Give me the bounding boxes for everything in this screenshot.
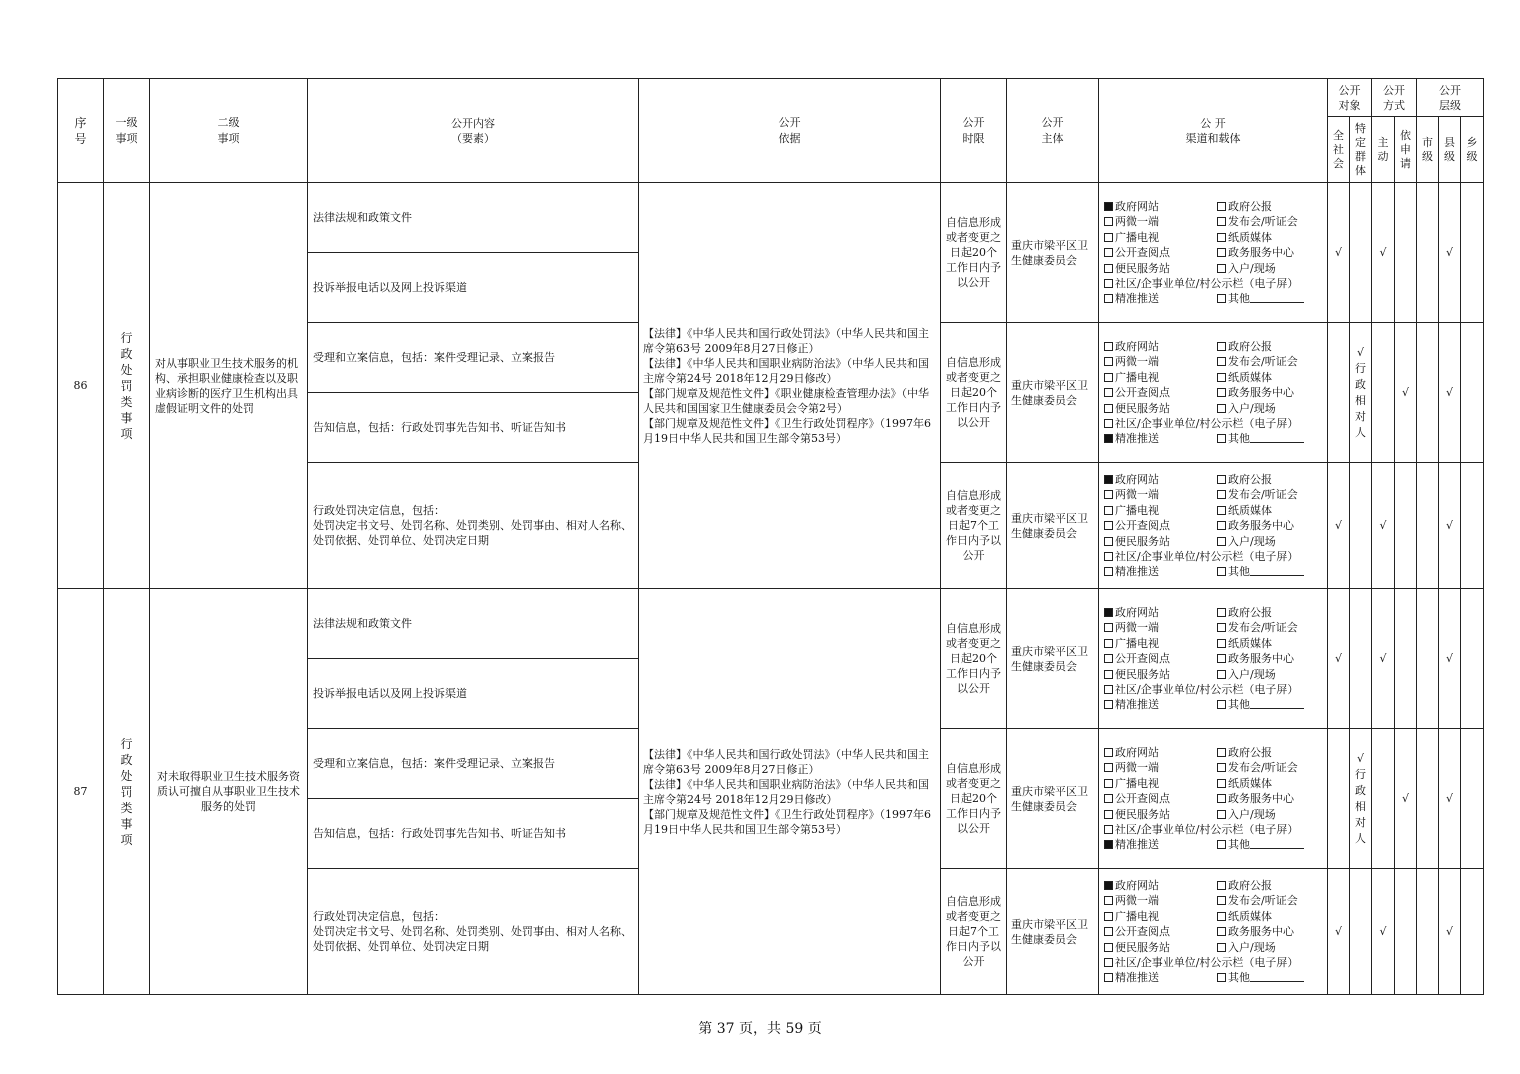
convenience-station-label: 便民服务站 (1115, 667, 1170, 681)
reading-point-label: 公开查阅点 (1115, 925, 1170, 938)
precise-push-label: 精准推送 (1115, 292, 1159, 305)
other-blank (1250, 565, 1304, 576)
service-center-label: 政务服务中心 (1228, 386, 1294, 399)
subject-cell: 重庆市梁平区卫生健康委员会 (1007, 589, 1099, 729)
two-micro-checkbox (1104, 357, 1113, 366)
convenience-station-checkbox (1104, 404, 1113, 413)
city-mark (1417, 729, 1439, 869)
time-limit-cell: 自信息形成或者变更之日起20个工作日内予以公开 (941, 729, 1007, 869)
other-blank (1250, 971, 1304, 982)
press-label: 发布会/听证会 (1228, 621, 1298, 634)
all-society-mark (1328, 323, 1350, 463)
convenience-station-label: 便民服务站 (1115, 401, 1170, 415)
township-mark (1461, 589, 1484, 729)
service-center-label: 政务服务中心 (1228, 925, 1294, 938)
township-mark (1461, 729, 1484, 869)
gov-site-label: 政府网站 (1115, 878, 1159, 892)
reading-point-checkbox (1104, 794, 1113, 803)
notice-board-label: 社区/企事业单位/村公示栏（电子屏） (1115, 956, 1299, 969)
press-label: 发布会/听证会 (1228, 215, 1298, 228)
two-micro-label: 两微一端 (1115, 215, 1159, 228)
gov-site-checkbox (1104, 881, 1113, 890)
precise-push-checkbox (1104, 294, 1113, 303)
content-cell: 法律法规和政策文件 (308, 589, 639, 659)
other-blank (1250, 292, 1304, 303)
two-micro-label: 两微一端 (1115, 355, 1159, 368)
county-mark: √ (1439, 589, 1461, 729)
on-request-mark (1395, 183, 1417, 323)
precise-push-label: 精准推送 (1115, 971, 1159, 984)
service-center-checkbox (1217, 927, 1226, 936)
content-cell: 告知信息，包括：行政处罚事先告知书、听证告知书 (308, 799, 639, 869)
content-cell: 受理和立案信息，包括：案件受理记录、立案报告 (308, 323, 639, 393)
city-mark (1417, 589, 1439, 729)
reading-point-checkbox (1104, 248, 1113, 257)
precise-push-label: 精准推送 (1115, 838, 1159, 851)
gov-bulletin-label: 政府公报 (1228, 745, 1272, 759)
channel-cell (1099, 323, 1328, 463)
other-checkbox (1217, 840, 1226, 849)
township-mark (1461, 183, 1484, 323)
convenience-station-checkbox (1104, 810, 1113, 819)
service-center-checkbox (1217, 248, 1226, 257)
seq-cell: 86 (58, 183, 104, 589)
content-cell: 告知信息，包括：行政处罚事先告知书、听证告知书 (308, 393, 639, 463)
gov-bulletin-label: 政府公报 (1228, 199, 1272, 213)
content-cell: 法律法规和政策文件 (308, 183, 639, 253)
gov-site-label: 政府网站 (1115, 199, 1159, 213)
convenience-station-checkbox (1104, 943, 1113, 952)
active-mark (1372, 323, 1395, 463)
header-time-limit: 公开时限 (941, 79, 1007, 183)
time-limit-cell: 自信息形成或者变更之日起7个工作日内予以公开 (941, 463, 1007, 589)
active-mark: √ (1372, 589, 1395, 729)
seq-cell: 87 (58, 589, 104, 995)
paper-label: 纸质媒体 (1228, 776, 1272, 790)
service-center-checkbox (1217, 654, 1226, 663)
paper-label: 纸质媒体 (1228, 370, 1272, 384)
time-limit-cell: 自信息形成或者变更之日起20个工作日内予以公开 (941, 183, 1007, 323)
county-mark: √ (1439, 323, 1461, 463)
specific-group-mark: √行政相对人 (1350, 729, 1372, 869)
service-center-label: 政务服务中心 (1228, 652, 1294, 665)
two-micro-checkbox (1104, 896, 1113, 905)
reading-point-checkbox (1104, 927, 1113, 936)
gov-bulletin-label: 政府公报 (1228, 339, 1272, 353)
press-checkbox (1217, 896, 1226, 905)
other-blank (1250, 838, 1304, 849)
notice-board-label: 社区/企事业单位/村公示栏（电子屏） (1115, 550, 1299, 563)
specific-group-mark (1350, 463, 1372, 589)
gov-site-checkbox (1104, 202, 1113, 211)
page-footer: 第 37 页，共 59 页 (698, 1021, 822, 1037)
city-mark (1417, 323, 1439, 463)
press-checkbox (1217, 217, 1226, 226)
broadcast-label: 广播电视 (1115, 503, 1159, 517)
press-checkbox (1217, 357, 1226, 366)
paper-checkbox (1217, 912, 1226, 921)
specific-group-mark (1350, 183, 1372, 323)
gov-bulletin-checkbox (1217, 608, 1226, 617)
convenience-station-checkbox (1104, 670, 1113, 679)
press-checkbox (1217, 490, 1226, 499)
level1-cell: 行政处罚类事项 (104, 589, 150, 995)
broadcast-checkbox (1104, 373, 1113, 382)
two-micro-checkbox (1104, 490, 1113, 499)
other-checkbox (1217, 973, 1226, 982)
door-visit-checkbox (1217, 943, 1226, 952)
county-mark: √ (1439, 183, 1461, 323)
channel-cell (1099, 183, 1328, 323)
township-mark (1461, 323, 1484, 463)
door-visit-checkbox (1217, 670, 1226, 679)
precise-push-checkbox (1104, 973, 1113, 982)
two-micro-checkbox (1104, 217, 1113, 226)
city-mark (1417, 463, 1439, 589)
header-on-request: 依申请 (1395, 117, 1417, 183)
press-checkbox (1217, 763, 1226, 772)
header-content: 公开内容 （要素） (308, 79, 639, 183)
press-label: 发布会/听证会 (1228, 761, 1298, 774)
other-checkbox (1217, 434, 1226, 443)
gov-bulletin-label: 政府公报 (1228, 472, 1272, 486)
all-society-mark: √ (1328, 589, 1350, 729)
time-limit-cell: 自信息形成或者变更之日起20个工作日内予以公开 (941, 323, 1007, 463)
other-label: 其他 (1228, 698, 1250, 711)
table-row (58, 589, 1484, 659)
convenience-station-label: 便民服务站 (1115, 261, 1170, 275)
precise-push-label: 精准推送 (1115, 565, 1159, 578)
all-society-mark (1328, 729, 1350, 869)
level2-cell: 对从事职业卫生技术服务的机构、承担职业健康检查以及职业病诊断的医疗卫生机构出具虚假证明文件的处罚 (150, 183, 308, 589)
county-mark: √ (1439, 729, 1461, 869)
door-visit-checkbox (1217, 264, 1226, 273)
broadcast-label: 广播电视 (1115, 909, 1159, 923)
door-visit-label: 入户/现场 (1228, 667, 1276, 681)
all-society-mark: √ (1328, 183, 1350, 323)
basis-cell: 【法律】《中华人民共和国行政处罚法》（中华人民共和国主席令第63号 2009年8月27日修正） 【法律】《中华人民共和国职业病防治法》（中华人民共和国主席令第24号 2018年12月29日修改） 【部门规章及规范性文件】《卫生行政处罚程序》（1997年6月19日中华人民共和国卫生部令第53号） (639, 589, 941, 995)
door-visit-checkbox (1217, 404, 1226, 413)
header-specific-group: 特定群体 (1350, 117, 1372, 183)
precise-push-checkbox (1104, 700, 1113, 709)
channel-cell (1099, 869, 1328, 995)
service-center-label: 政务服务中心 (1228, 246, 1294, 259)
reading-point-label: 公开查阅点 (1115, 246, 1170, 259)
header-active: 主动 (1372, 117, 1395, 183)
reading-point-label: 公开查阅点 (1115, 652, 1170, 665)
county-mark: √ (1439, 869, 1461, 995)
city-mark (1417, 869, 1439, 995)
specific-group-mark: √行政相对人 (1350, 323, 1372, 463)
notice-board-label: 社区/企事业单位/村公示栏（电子屏） (1115, 417, 1299, 430)
other-label: 其他 (1228, 971, 1250, 984)
on-request-mark: √ (1395, 729, 1417, 869)
gov-site-label: 政府网站 (1115, 745, 1159, 759)
convenience-station-label: 便民服务站 (1115, 534, 1170, 548)
reading-point-checkbox (1104, 521, 1113, 530)
two-micro-label: 两微一端 (1115, 621, 1159, 634)
notice-board-checkbox (1104, 279, 1113, 288)
paper-checkbox (1217, 373, 1226, 382)
press-label: 发布会/听证会 (1228, 488, 1298, 501)
active-mark: √ (1372, 463, 1395, 589)
notice-board-checkbox (1104, 958, 1113, 967)
paper-label: 纸质媒体 (1228, 909, 1272, 923)
content-cell: 行政处罚决定信息，包括： 处罚决定书文号、处罚名称、处罚类别、处罚事由、相对人名称、处罚依据、处罚单位、处罚决定日期 (308, 869, 639, 995)
notice-board-checkbox (1104, 419, 1113, 428)
subject-cell: 重庆市梁平区卫生健康委员会 (1007, 183, 1099, 323)
other-label: 其他 (1228, 838, 1250, 851)
gov-bulletin-checkbox (1217, 881, 1226, 890)
precise-push-label: 精准推送 (1115, 432, 1159, 445)
other-checkbox (1217, 294, 1226, 303)
broadcast-checkbox (1104, 779, 1113, 788)
on-request-mark: √ (1395, 323, 1417, 463)
paper-checkbox (1217, 639, 1226, 648)
reading-point-label: 公开查阅点 (1115, 386, 1170, 399)
header-level: 公开层级 (1417, 79, 1484, 117)
channel-cell (1099, 463, 1328, 589)
other-blank (1250, 698, 1304, 709)
content-cell: 投诉举报电话以及网上投诉渠道 (308, 659, 639, 729)
precise-push-label: 精准推送 (1115, 698, 1159, 711)
active-mark: √ (1372, 869, 1395, 995)
paper-checkbox (1217, 779, 1226, 788)
other-label: 其他 (1228, 432, 1250, 445)
precise-push-checkbox (1104, 567, 1113, 576)
notice-board-label: 社区/企事业单位/村公示栏（电子屏） (1115, 683, 1299, 696)
other-checkbox (1217, 567, 1226, 576)
header-all-society: 全社会 (1328, 117, 1350, 183)
door-visit-checkbox (1217, 810, 1226, 819)
notice-board-checkbox (1104, 685, 1113, 694)
subject-cell: 重庆市梁平区卫生健康委员会 (1007, 869, 1099, 995)
content-cell: 投诉举报电话以及网上投诉渠道 (308, 253, 639, 323)
header-township: 乡级 (1461, 117, 1484, 183)
header-basis: 公开依据 (639, 79, 941, 183)
other-label: 其他 (1228, 565, 1250, 578)
door-visit-label: 入户/现场 (1228, 807, 1276, 821)
service-center-checkbox (1217, 388, 1226, 397)
time-limit-cell: 自信息形成或者变更之日起7个工作日内予以公开 (941, 869, 1007, 995)
broadcast-checkbox (1104, 639, 1113, 648)
broadcast-label: 广播电视 (1115, 370, 1159, 384)
reading-point-checkbox (1104, 654, 1113, 663)
header-seq: 序号 (58, 79, 104, 183)
service-center-label: 政务服务中心 (1228, 792, 1294, 805)
header-target: 公开对象 (1328, 79, 1372, 117)
channel-cell (1099, 589, 1328, 729)
door-visit-label: 入户/现场 (1228, 940, 1276, 954)
precise-push-checkbox (1104, 840, 1113, 849)
header-subject: 公开主体 (1007, 79, 1099, 183)
header-row-1 (58, 79, 1484, 117)
active-mark: √ (1372, 183, 1395, 323)
level2-cell: 对未取得职业卫生技术服务资质认可擅自从事职业卫生技术服务的处罚 (150, 589, 308, 995)
notice-board-label: 社区/企事业单位/村公示栏（电子屏） (1115, 823, 1299, 836)
gov-bulletin-label: 政府公报 (1228, 878, 1272, 892)
two-micro-checkbox (1104, 763, 1113, 772)
active-mark (1372, 729, 1395, 869)
gov-site-label: 政府网站 (1115, 472, 1159, 486)
reading-point-label: 公开查阅点 (1115, 519, 1170, 532)
door-visit-label: 入户/现场 (1228, 401, 1276, 415)
subject-cell: 重庆市梁平区卫生健康委员会 (1007, 323, 1099, 463)
press-checkbox (1217, 623, 1226, 632)
notice-board-label: 社区/企事业单位/村公示栏（电子屏） (1115, 277, 1299, 290)
other-label: 其他 (1228, 292, 1250, 305)
convenience-station-checkbox (1104, 537, 1113, 546)
time-limit-cell: 自信息形成或者变更之日起20个工作日内予以公开 (941, 589, 1007, 729)
two-micro-checkbox (1104, 623, 1113, 632)
reading-point-checkbox (1104, 388, 1113, 397)
paper-label: 纸质媒体 (1228, 636, 1272, 650)
broadcast-label: 广播电视 (1115, 230, 1159, 244)
table-row (58, 183, 1484, 253)
precise-push-checkbox (1104, 434, 1113, 443)
paper-checkbox (1217, 233, 1226, 242)
county-mark: √ (1439, 463, 1461, 589)
all-society-mark: √ (1328, 869, 1350, 995)
gov-site-checkbox (1104, 342, 1113, 351)
service-center-checkbox (1217, 794, 1226, 803)
convenience-station-checkbox (1104, 264, 1113, 273)
notice-board-checkbox (1104, 825, 1113, 834)
reading-point-label: 公开查阅点 (1115, 792, 1170, 805)
door-visit-label: 入户/现场 (1228, 534, 1276, 548)
header-method: 公开方式 (1372, 79, 1417, 117)
header-channel: 公 开 渠道和载体 (1099, 79, 1328, 183)
on-request-mark (1395, 463, 1417, 589)
gov-bulletin-checkbox (1217, 475, 1226, 484)
paper-label: 纸质媒体 (1228, 503, 1272, 517)
on-request-mark (1395, 869, 1417, 995)
paper-checkbox (1217, 506, 1226, 515)
gov-bulletin-checkbox (1217, 202, 1226, 211)
subject-cell: 重庆市梁平区卫生健康委员会 (1007, 463, 1099, 589)
broadcast-label: 广播电视 (1115, 636, 1159, 650)
other-blank (1250, 432, 1304, 443)
broadcast-checkbox (1104, 233, 1113, 242)
other-checkbox (1217, 700, 1226, 709)
gov-bulletin-checkbox (1217, 748, 1226, 757)
gov-bulletin-label: 政府公报 (1228, 605, 1272, 619)
broadcast-checkbox (1104, 506, 1113, 515)
broadcast-checkbox (1104, 912, 1113, 921)
service-center-checkbox (1217, 521, 1226, 530)
door-visit-label: 入户/现场 (1228, 261, 1276, 275)
broadcast-label: 广播电视 (1115, 776, 1159, 790)
header-level2: 二级事项 (150, 79, 308, 183)
subject-cell: 重庆市梁平区卫生健康委员会 (1007, 729, 1099, 869)
disclosure-table (57, 78, 1484, 995)
gov-site-checkbox (1104, 608, 1113, 617)
city-mark (1417, 183, 1439, 323)
press-label: 发布会/听证会 (1228, 894, 1298, 907)
convenience-station-label: 便民服务站 (1115, 940, 1170, 954)
township-mark (1461, 869, 1484, 995)
convenience-station-label: 便民服务站 (1115, 807, 1170, 821)
level1-cell: 行政处罚类事项 (104, 183, 150, 589)
on-request-mark (1395, 589, 1417, 729)
gov-bulletin-checkbox (1217, 342, 1226, 351)
all-society-mark: √ (1328, 463, 1350, 589)
specific-group-mark (1350, 869, 1372, 995)
gov-site-checkbox (1104, 748, 1113, 757)
door-visit-checkbox (1217, 537, 1226, 546)
two-micro-label: 两微一端 (1115, 488, 1159, 501)
paper-label: 纸质媒体 (1228, 230, 1272, 244)
two-micro-label: 两微一端 (1115, 761, 1159, 774)
specific-group-mark (1350, 589, 1372, 729)
header-county: 县级 (1439, 117, 1461, 183)
gov-site-label: 政府网站 (1115, 339, 1159, 353)
township-mark (1461, 463, 1484, 589)
gov-site-checkbox (1104, 475, 1113, 484)
content-cell: 行政处罚决定信息，包括： 处罚决定书文号、处罚名称、处罚类别、处罚事由、相对人名称、处罚依据、处罚单位、处罚决定日期 (308, 463, 639, 589)
content-cell: 受理和立案信息，包括：案件受理记录、立案报告 (308, 729, 639, 799)
header-city: 市级 (1417, 117, 1439, 183)
gov-site-label: 政府网站 (1115, 605, 1159, 619)
service-center-label: 政务服务中心 (1228, 519, 1294, 532)
header-level1: 一级事项 (104, 79, 150, 183)
basis-cell: 【法律】《中华人民共和国行政处罚法》（中华人民共和国主席令第63号 2009年8月27日修正） 【法律】《中华人民共和国职业病防治法》（中华人民共和国主席令第24号 2018年12月29日修改） 【部门规章及规范性文件】《职业健康检查管理办法》（中华人民共和国国家卫生健康委员会令第2号） 【部门规章及规范性文件】《卫生行政处罚程序》（1997年6月19日中华人民共和国卫生部令第53号） (639, 183, 941, 589)
press-label: 发布会/听证会 (1228, 355, 1298, 368)
notice-board-checkbox (1104, 552, 1113, 561)
two-micro-label: 两微一端 (1115, 894, 1159, 907)
channel-cell (1099, 729, 1328, 869)
